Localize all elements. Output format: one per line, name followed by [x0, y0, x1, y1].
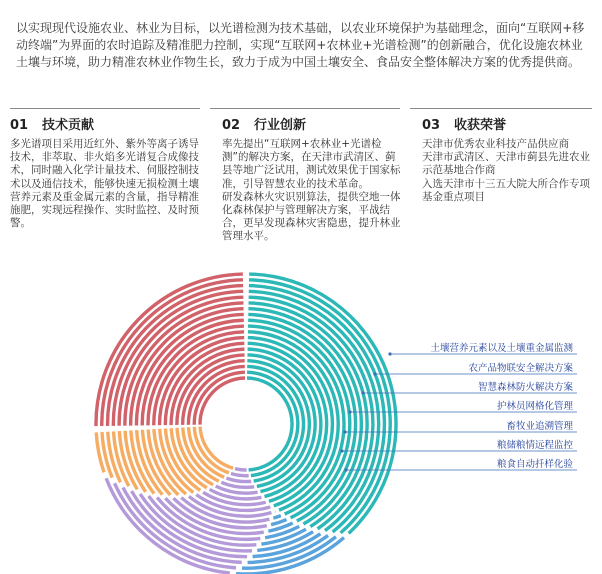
ring-arc-orange [200, 427, 233, 469]
legend-anchor-dot [348, 410, 351, 413]
intro-paragraph: 以实现现代设施农业、林业为目标，以光谱检测为技术基础，以农业环境保护为基础理念，面向“互联网+移动终端”为界面的农时追踪及精准肥力控制，实现“互联网+农林业+光谱检测”的创新融合，优化设施农林业土壤与环境，助力精准农林业作物生长，致力于成为中国土壤安全、食品安全整体解决方案的优秀提供商。 [16, 21, 585, 69]
legend-anchor-dot [344, 468, 347, 471]
column-number: 01 [10, 118, 29, 133]
column-paragraph: 多光谱项目采用近红外、紫外等离子诱导技术，非萃取、非火焰多光谱复合成像技术，同时融入化学计量技术、伺服控制技术以及通信技术，能够快速无损检测土壤营养元素及重金属元素的含量，指导精准施肥，实现远程操作、实时监控、及时预警。 [10, 138, 199, 230]
column-paragraph: 入选天津市十三五大院大所合作专项基金重点项目 [422, 177, 590, 203]
column-body [10, 138, 200, 230]
legend-anchor-dot [361, 391, 364, 394]
legend-item-label: 护林员网格化管理 [496, 401, 573, 412]
ring-arc-purple [231, 474, 249, 476]
column-title: 收获荣誉 [454, 118, 507, 133]
column-tech-contribution [10, 114, 200, 230]
column-body [222, 138, 402, 244]
legend-anchor-dot [373, 372, 376, 375]
column-divider-2 [210, 108, 400, 109]
column-divider-1 [10, 108, 200, 109]
column-title: 技术贡献 [42, 118, 95, 133]
ring-arc-blue [257, 532, 313, 551]
column-paragraph: 研发森林火灾识别算法，提供空地一体化森林保护与管理解决方案，平战结合，更早发现森林灾害隐患，提升林业管理水平。 [222, 190, 401, 243]
ring-arc-blue [273, 516, 280, 519]
ring-arc-purple [235, 469, 247, 470]
ring-arc-red [200, 378, 245, 425]
column-paragraph: 天津市武清区、天津市蓟县先进农业示范基地合作商 [422, 151, 590, 177]
legend-anchor-dot [388, 352, 391, 355]
column-honors [422, 114, 592, 204]
legend-item-label: 农产品物联安全解决方案 [468, 363, 573, 374]
column-industry-innovation [222, 114, 402, 244]
column-divider-3 [410, 108, 592, 109]
ring-arcs [96, 274, 396, 574]
legend-item-label: 畜牧业追溯管理 [506, 421, 573, 432]
ring-arc-blue [271, 520, 287, 525]
column-heading [422, 114, 592, 132]
column-number: 03 [422, 118, 441, 133]
legend-item-label: 粮食自动扦样化验 [496, 459, 573, 470]
column-paragraph: 率先提出“互联网+农林业+光谱检测”的解决方案，在天津市武清区、蓟县等地广泛试用，测试效果优于国家标准，引导智慧农业的技术革命。 [222, 138, 401, 190]
column-body [422, 138, 592, 204]
legend-anchor-dot [343, 430, 346, 433]
legend-item-label: 智慧森林防火解决方案 [477, 382, 573, 393]
legend-anchor-dot [340, 449, 343, 452]
column-title: 行业创新 [254, 118, 307, 133]
legend-item-label: 粮储粮情远程监控 [496, 440, 573, 451]
ring-arc-red [177, 355, 245, 425]
column-heading [10, 114, 200, 132]
ring-arc-orange [119, 431, 137, 489]
column-paragraph: 天津市优秀农业科技产品供应商 [422, 138, 569, 150]
ring-arc-purple [226, 478, 251, 481]
column-number: 02 [222, 118, 241, 133]
solutions-ring-chart [0, 270, 602, 574]
legend-item-label: 土壤营养元素以及土壤重金属监测 [430, 343, 573, 354]
column-heading [222, 114, 402, 132]
